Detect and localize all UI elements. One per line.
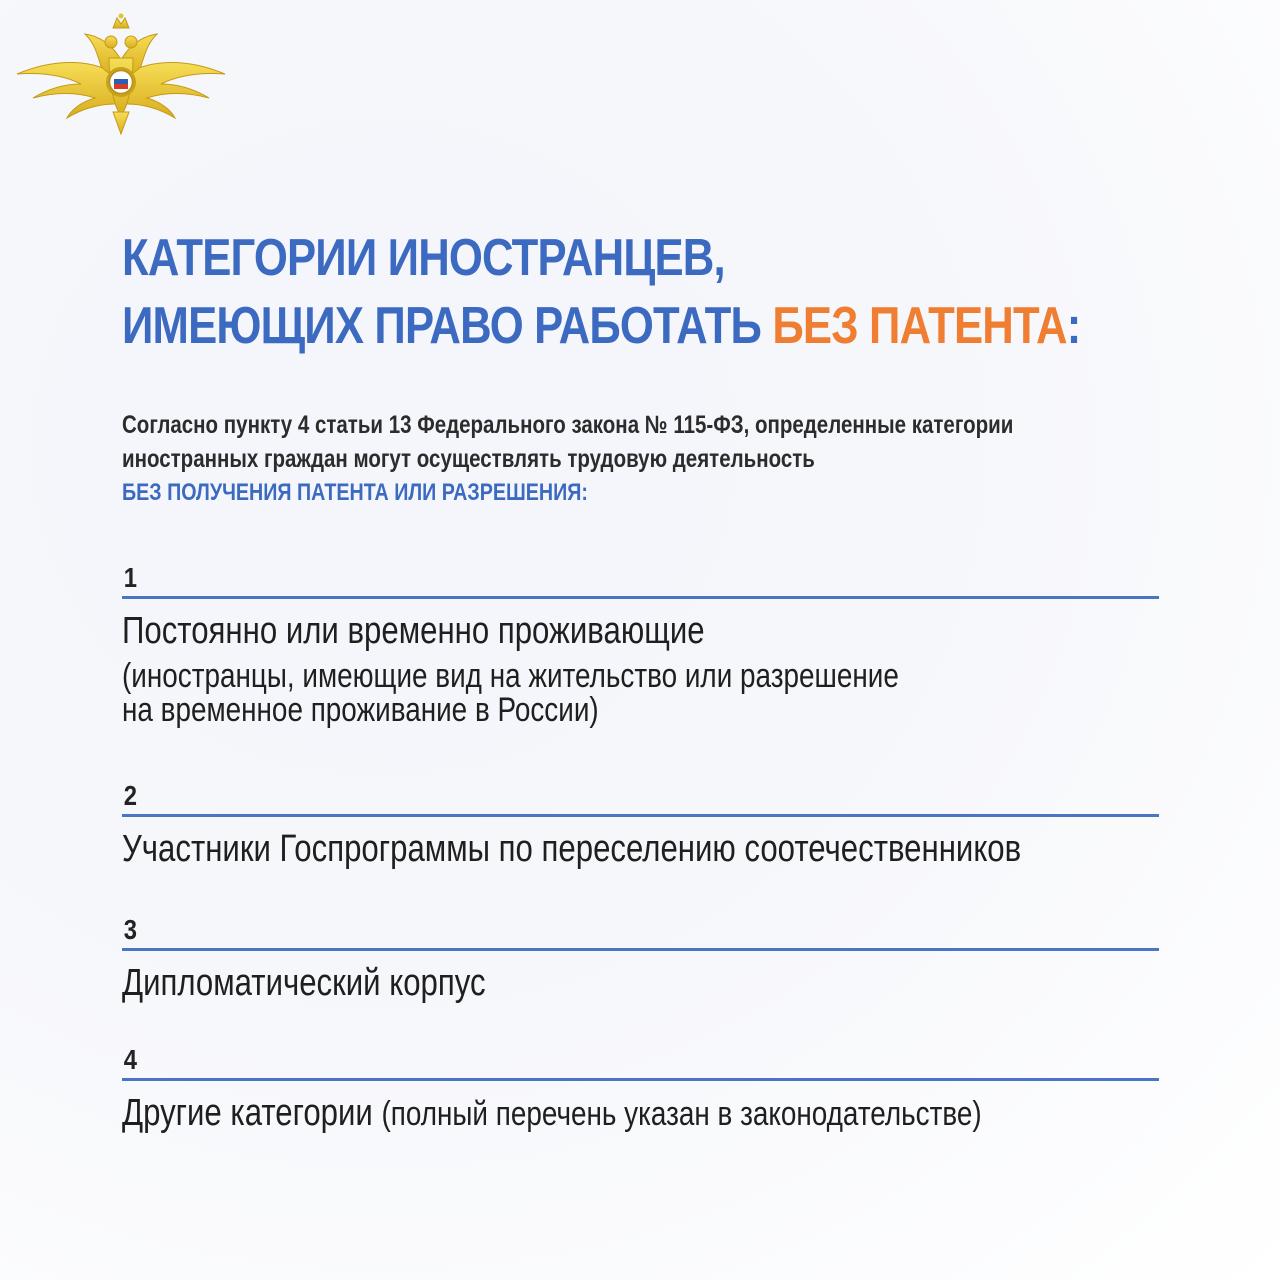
item-heading bbox=[122, 1091, 982, 1136]
title-line-2 bbox=[122, 292, 1080, 360]
category-item-1 bbox=[122, 562, 1159, 727]
item-divider bbox=[122, 814, 1159, 817]
item-number: 2 bbox=[123, 780, 137, 811]
intro-line-2: иностранных граждан могут осуществлять трудовую деятельность bbox=[122, 445, 815, 473]
category-item-3 bbox=[122, 914, 1159, 1005]
item-divider bbox=[122, 948, 1159, 951]
intro-line-3: БЕЗ ПОЛУЧЕНИЯ ПАТЕНТА ИЛИ РАЗРЕШЕНИЯ: bbox=[122, 479, 588, 506]
item-number: 1 bbox=[123, 562, 137, 593]
item-heading-main: Другие категории bbox=[122, 1092, 373, 1134]
item-heading-paren: (полный перечень указан в законодательстве) bbox=[381, 1095, 982, 1133]
intro-line-1: Согласно пункту 4 статьи 13 Федерального закона № 115-ФЗ, определенные категории bbox=[122, 411, 1014, 439]
title-colon: : bbox=[1066, 297, 1081, 355]
title-line-1: КАТЕГОРИИ ИНОСТРАНЦЕВ, bbox=[122, 229, 725, 287]
item-heading: Участники Госпрограммы по переселению соотечественников bbox=[122, 828, 1022, 870]
item-heading: Постоянно или временно проживающие bbox=[122, 610, 705, 652]
item-number: 3 bbox=[123, 914, 137, 945]
title-line-2-blue: ИМЕЮЩИХ ПРАВО РАБОТАТЬ bbox=[122, 297, 762, 355]
item-number: 4 bbox=[123, 1044, 137, 1075]
item-divider bbox=[122, 596, 1159, 599]
category-item-2 bbox=[122, 780, 1159, 871]
intro-paragraph bbox=[122, 408, 1013, 510]
page-title bbox=[122, 224, 1080, 360]
item-subtext-line-1: (иностранцы, имеющие вид на жительство или разрешение bbox=[122, 657, 899, 695]
item-subtext-line-2: на временное проживание в России) bbox=[122, 691, 599, 729]
item-heading: Дипломатический корпус bbox=[122, 962, 486, 1004]
title-highlight: БЕЗ ПАТЕНТА bbox=[772, 297, 1067, 355]
item-divider bbox=[122, 1078, 1159, 1081]
category-item-4 bbox=[122, 1044, 1159, 1136]
mvd-eagle-emblem-icon bbox=[15, 12, 227, 136]
